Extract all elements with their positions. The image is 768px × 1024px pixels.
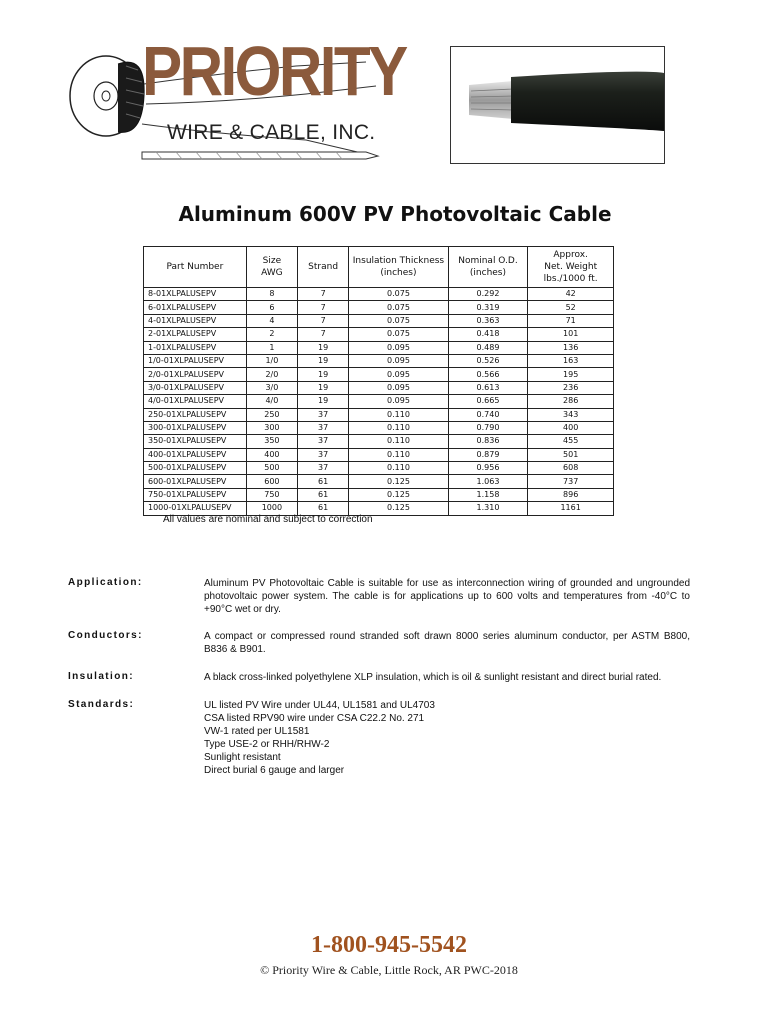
table-cell: 1.158	[448, 488, 528, 501]
table-cell: 0.489	[448, 341, 528, 354]
table-cell: 7	[297, 314, 348, 327]
part-number-cell: 2-01XLPALUSEPV	[144, 328, 247, 341]
table-cell: 37	[297, 408, 348, 421]
table-cell: 0.095	[349, 381, 448, 394]
table-cell: 0.095	[349, 354, 448, 367]
part-number-cell: 1/0-01XLPALUSEPV	[144, 354, 247, 367]
table-cell: 0.110	[349, 448, 448, 461]
table-cell: 0.418	[448, 328, 528, 341]
table-cell: 0.075	[349, 301, 448, 314]
part-number-cell: 750-01XLPALUSEPV	[144, 488, 247, 501]
table-cell: 455	[528, 435, 614, 448]
table-cell: 4	[246, 314, 297, 327]
table-cell: 0.110	[349, 408, 448, 421]
part-number-cell: 300-01XLPALUSEPV	[144, 421, 247, 434]
column-header-line: (inches)	[469, 268, 507, 278]
table-cell: 19	[297, 341, 348, 354]
standards-list	[204, 699, 690, 777]
table-cell: 52	[528, 301, 614, 314]
part-number-cell: 400-01XLPALUSEPV	[144, 448, 247, 461]
column-header	[144, 247, 247, 288]
table-cell: 250	[246, 408, 297, 421]
table-cell: 0.095	[349, 341, 448, 354]
table-cell: 0.363	[448, 314, 528, 327]
table-cell: 500	[246, 462, 297, 475]
table-row	[144, 448, 614, 461]
phone-number: 1-800-945-5542	[311, 932, 467, 958]
standards-label: Standards:	[68, 699, 135, 710]
table-cell: 136	[528, 341, 614, 354]
table-cell: 7	[297, 288, 348, 301]
part-number-cell: 1000-01XLPALUSEPV	[144, 502, 247, 515]
table-note: All values are nominal and subject to correction	[163, 514, 373, 525]
table-cell: 0.956	[448, 462, 528, 475]
application-label: Application:	[68, 577, 143, 588]
table-cell: 0.095	[349, 395, 448, 408]
column-header-line: Size	[262, 256, 282, 266]
table-cell: 300	[246, 421, 297, 434]
part-number-cell: 4-01XLPALUSEPV	[144, 314, 247, 327]
insulation-text: A black cross-linked polyethylene XLP insulation, which is oil & sunlight resistant and direct burial rated.	[204, 672, 662, 683]
table-cell: 0.110	[349, 462, 448, 475]
table-row	[144, 381, 614, 394]
column-header-line: Nominal O.D.	[458, 256, 518, 266]
cable-image-icon	[451, 47, 664, 163]
conductors-text: A compact or compressed round stranded soft drawn 8000 series aluminum conductor, per ASTM B800, B836 & B901.	[204, 631, 690, 655]
table-cell: 0.125	[349, 502, 448, 515]
standards-item: Direct burial 6 gauge and larger	[204, 765, 345, 776]
part-number-cell: 6-01XLPALUSEPV	[144, 301, 247, 314]
standards-item: UL listed PV Wire under UL44, UL1581 and UL4703	[204, 700, 435, 711]
page-title: Aluminum 600V PV Photovoltaic Cable	[178, 202, 612, 226]
table-row	[144, 462, 614, 475]
table-body	[144, 288, 614, 516]
cable-photo	[450, 46, 665, 164]
table-cell: 400	[246, 448, 297, 461]
table-cell: 7	[297, 328, 348, 341]
table-cell: 0.740	[448, 408, 528, 421]
table-row	[144, 475, 614, 488]
table-cell: 1	[246, 341, 297, 354]
table-cell: 236	[528, 381, 614, 394]
part-number-cell: 3/0-01XLPALUSEPV	[144, 381, 247, 394]
insulation-label: Insulation:	[68, 671, 134, 682]
table-row	[144, 341, 614, 354]
column-header-line: Part Number	[166, 262, 224, 272]
table-cell: 1.310	[448, 502, 528, 515]
column-header-line: Strand	[308, 262, 339, 272]
table-cell: 350	[246, 435, 297, 448]
table-cell: 61	[297, 488, 348, 501]
table-cell: 0.566	[448, 368, 528, 381]
table-cell: 896	[528, 488, 614, 501]
conductors-label: Conductors:	[68, 630, 143, 641]
table-cell: 343	[528, 408, 614, 421]
part-number-cell: 250-01XLPALUSEPV	[144, 408, 247, 421]
table-cell: 0.125	[349, 488, 448, 501]
table-cell: 0.125	[349, 475, 448, 488]
table-header-row	[144, 247, 614, 288]
table-cell: 737	[528, 475, 614, 488]
table-cell: 101	[528, 328, 614, 341]
table-cell: 37	[297, 435, 348, 448]
column-header-line: Approx.	[553, 250, 588, 260]
table-row	[144, 288, 614, 301]
table-cell: 0.075	[349, 314, 448, 327]
spec-table	[143, 246, 614, 516]
part-number-cell: 8-01XLPALUSEPV	[144, 288, 247, 301]
table-cell: 608	[528, 462, 614, 475]
standards-item: VW-1 rated per UL1581	[204, 726, 310, 737]
table-cell: 3/0	[246, 381, 297, 394]
table-cell: 0.095	[349, 368, 448, 381]
table-row	[144, 435, 614, 448]
table-row	[144, 354, 614, 367]
table-cell: 501	[528, 448, 614, 461]
table-cell: 0.292	[448, 288, 528, 301]
table-cell: 0.075	[349, 288, 448, 301]
table-cell: 37	[297, 462, 348, 475]
table-cell: 1161	[528, 502, 614, 515]
table-cell: 19	[297, 381, 348, 394]
table-cell: 0.110	[349, 435, 448, 448]
part-number-cell: 1-01XLPALUSEPV	[144, 341, 247, 354]
table-cell: 6	[246, 301, 297, 314]
part-number-cell: 600-01XLPALUSEPV	[144, 475, 247, 488]
application-text: Aluminum PV Photovoltaic Cable is suitable for use as interconnection wiring of grounded and ungrounded photovoltaic power system. The cable is for applications up to 600 volts and temperatures from -40°C to +90°C wet or dry.	[204, 578, 690, 615]
table-cell: 2/0	[246, 368, 297, 381]
table-cell: 0.075	[349, 328, 448, 341]
table-cell: 61	[297, 475, 348, 488]
table-cell: 71	[528, 314, 614, 327]
table-cell: 7	[297, 301, 348, 314]
table-cell: 4/0	[246, 395, 297, 408]
column-header-line: lbs./1000 ft.	[543, 274, 598, 284]
table-cell: 19	[297, 368, 348, 381]
table-cell: 1000	[246, 502, 297, 515]
table-row	[144, 421, 614, 434]
table-row	[144, 314, 614, 327]
logo-subtitle: WIRE & CABLE, INC.	[167, 121, 376, 144]
table-cell: 0.879	[448, 448, 528, 461]
part-number-cell: 350-01XLPALUSEPV	[144, 435, 247, 448]
standards-item: Sunlight resistant	[204, 752, 281, 763]
column-header-line: Net. Weight	[544, 262, 598, 272]
table-cell: 163	[528, 354, 614, 367]
footer-copyright: © Priority Wire & Cable, Little Rock, AR PWC-2018	[260, 963, 518, 977]
table-cell: 0.526	[448, 354, 528, 367]
part-number-cell: 4/0-01XLPALUSEPV	[144, 395, 247, 408]
table-row	[144, 408, 614, 421]
part-number-cell: 2/0-01XLPALUSEPV	[144, 368, 247, 381]
logo-wordmark: PRIORITY	[142, 32, 406, 110]
table-cell: 0.110	[349, 421, 448, 434]
table-cell: 1/0	[246, 354, 297, 367]
table-cell: 8	[246, 288, 297, 301]
table-row	[144, 368, 614, 381]
table-cell: 750	[246, 488, 297, 501]
table-cell: 19	[297, 354, 348, 367]
column-header	[246, 247, 297, 288]
table-cell: 600	[246, 475, 297, 488]
table-cell: 400	[528, 421, 614, 434]
table-cell: 286	[528, 395, 614, 408]
table-cell: 61	[297, 502, 348, 515]
table-cell: 0.319	[448, 301, 528, 314]
standards-item: CSA listed RPV90 wire under CSA C22.2 No. 271	[204, 713, 425, 724]
table-cell: 0.836	[448, 435, 528, 448]
table-row	[144, 328, 614, 341]
table-cell: 37	[297, 421, 348, 434]
column-header	[448, 247, 528, 288]
table-cell: 2	[246, 328, 297, 341]
table-row	[144, 395, 614, 408]
table-cell: 37	[297, 448, 348, 461]
standards-item: Type USE-2 or RHH/RHW-2	[204, 739, 330, 750]
part-number-cell: 500-01XLPALUSEPV	[144, 462, 247, 475]
table-cell: 0.790	[448, 421, 528, 434]
table-cell: 19	[297, 395, 348, 408]
column-header	[297, 247, 348, 288]
column-header-line: (inches)	[380, 268, 417, 278]
column-header	[528, 247, 614, 288]
column-header	[349, 247, 448, 288]
table-cell: 0.665	[448, 395, 528, 408]
table-row	[144, 301, 614, 314]
table-row	[144, 488, 614, 501]
column-header-line: AWG	[261, 268, 283, 278]
table-cell: 0.613	[448, 381, 528, 394]
column-header-line: Insulation Thickness	[352, 256, 445, 266]
table-cell: 42	[528, 288, 614, 301]
table-cell: 195	[528, 368, 614, 381]
table-cell: 1.063	[448, 475, 528, 488]
